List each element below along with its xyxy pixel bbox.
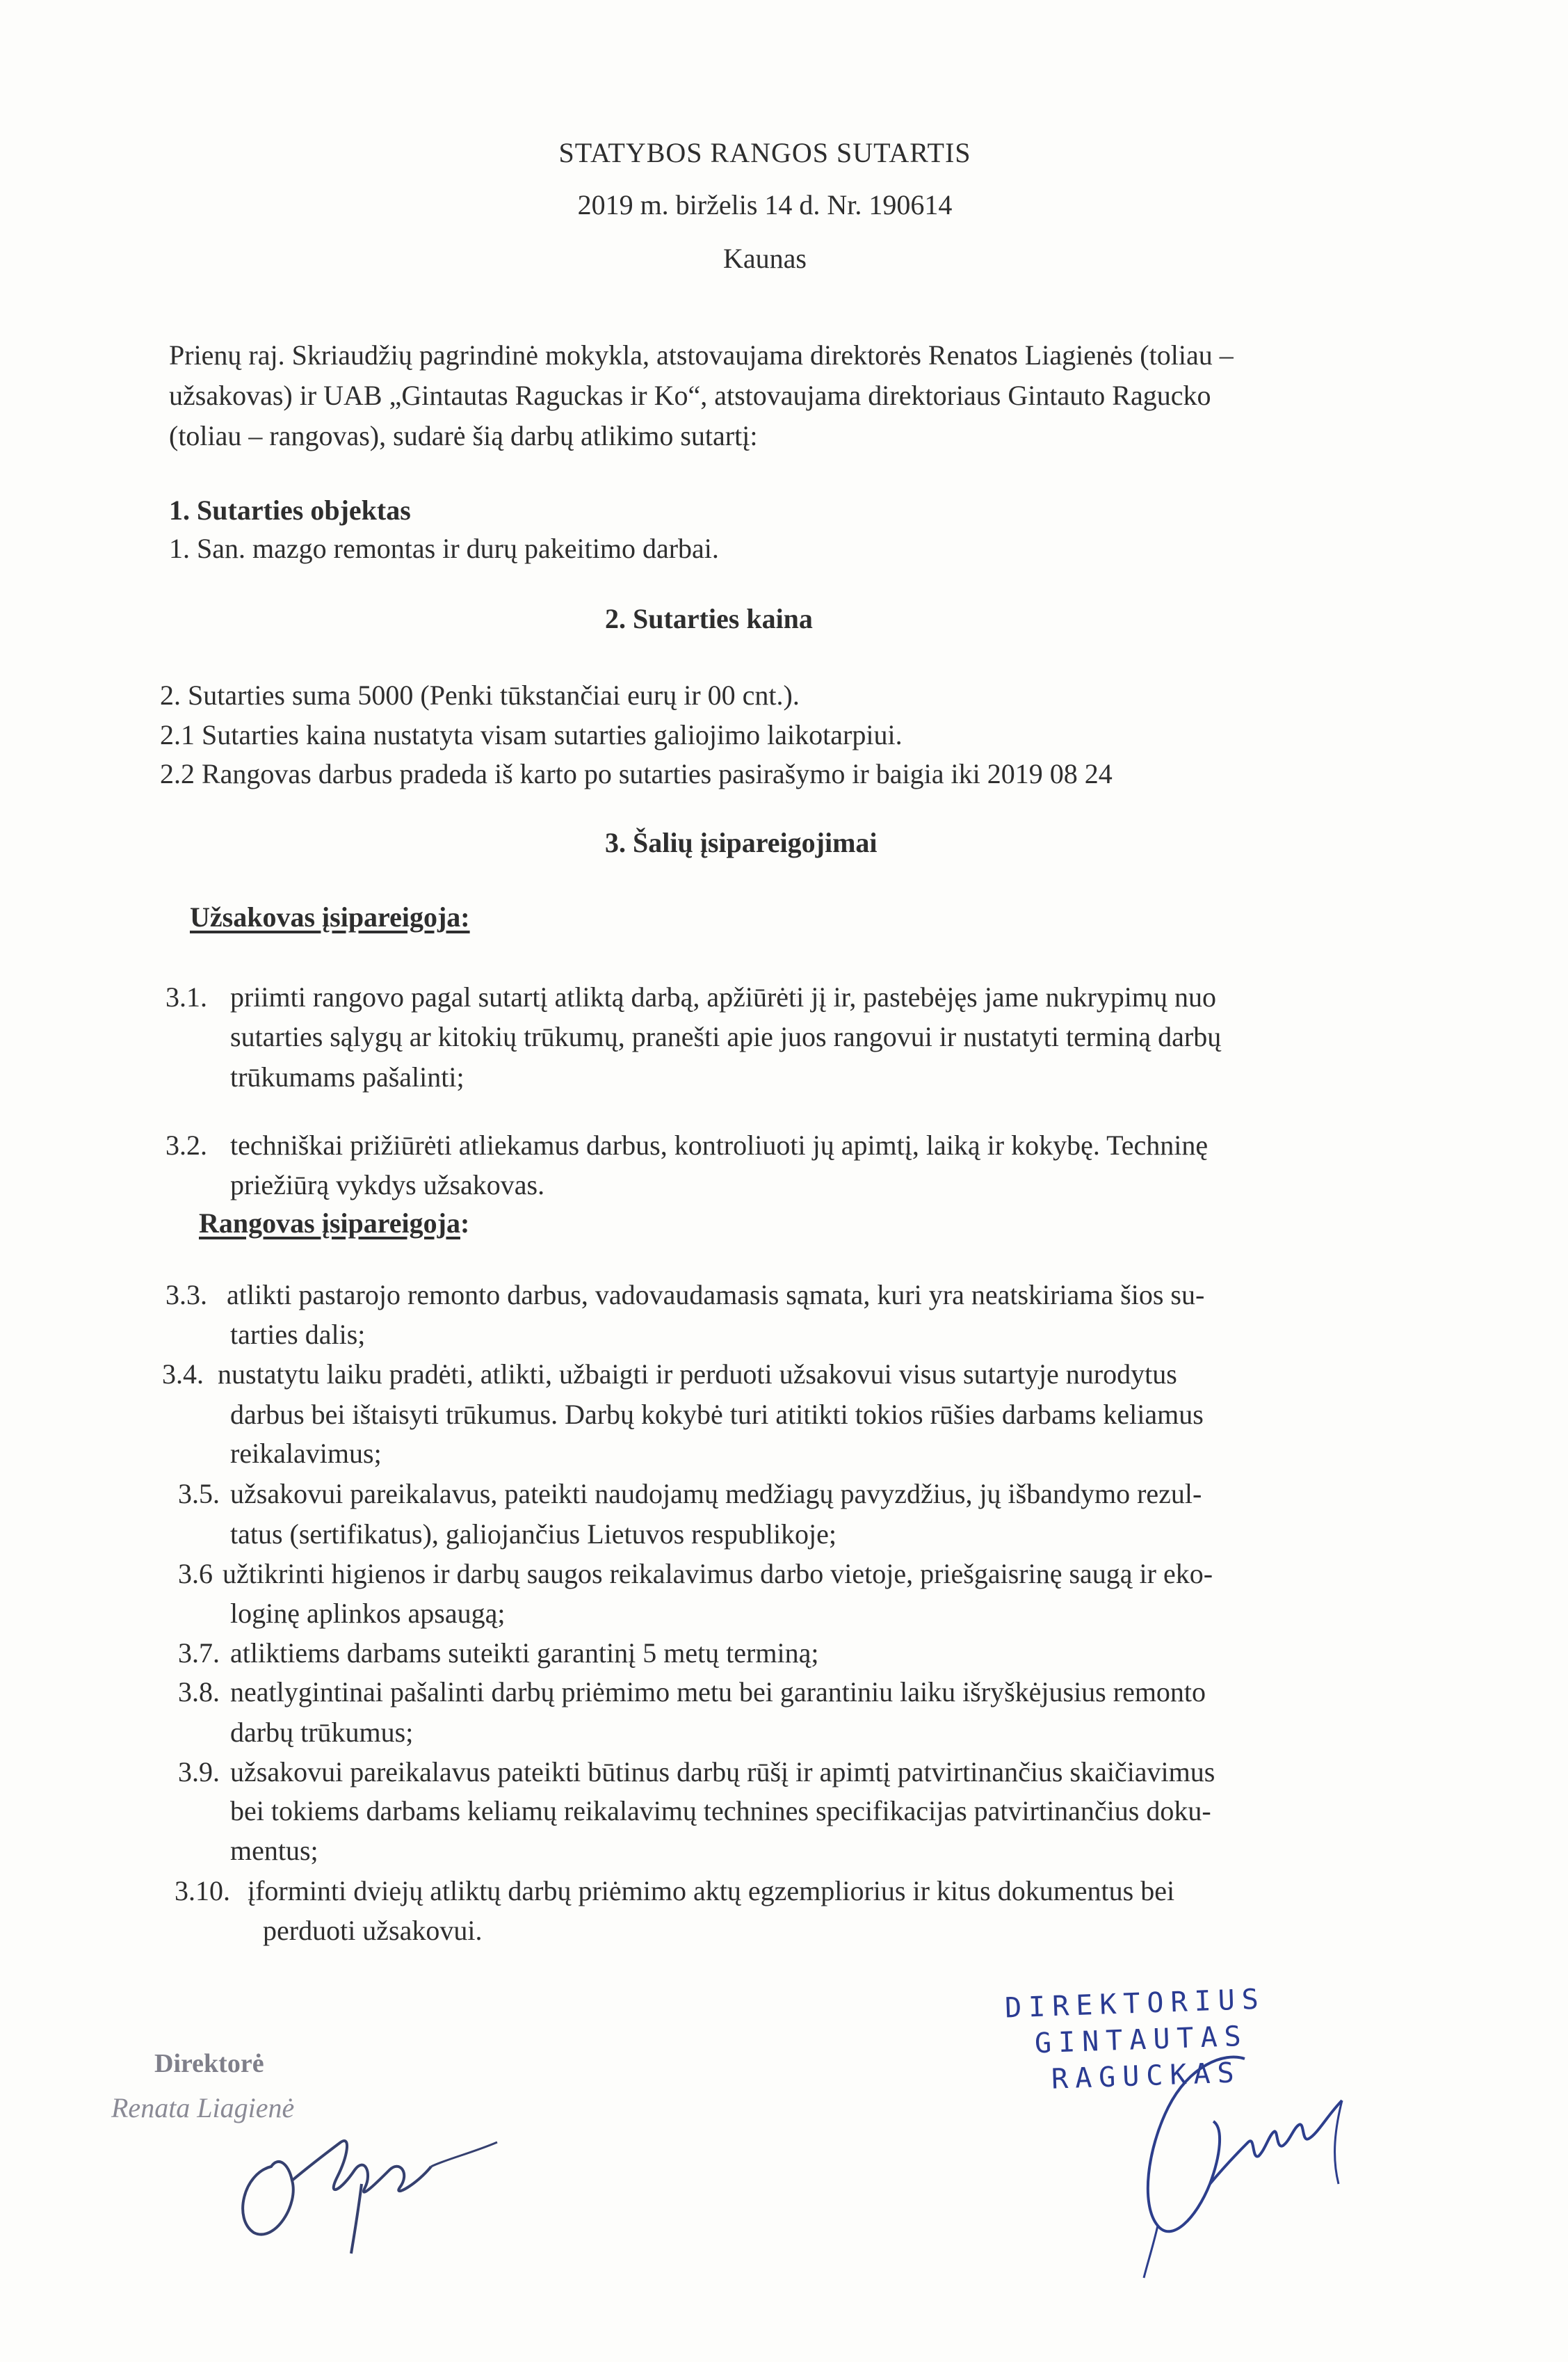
intro-line-1: Prienų raj. Skriaudžių pagrindinė mokykla, atstovaujama direktorės Renatos Liagienės (toliau – (169, 339, 1234, 371)
item-3-7-number: 3.7. (178, 1637, 220, 1669)
item-3-8-line-2: darbų trūkumus; (230, 1717, 414, 1748)
item-3-10-line-1: įforminti dviejų atliktų darbų priėmimo aktų egzempliorius ir kitus dokumentus bei (248, 1875, 1175, 1906)
item-3-6-line-1: užtikrinti higienos ir darbų saugos reikalavimus darbo vietoje, priešgaisrinę saugą ir eko- (223, 1558, 1213, 1589)
item-3-4-line-3: reikalavimus; (230, 1438, 382, 1469)
item-3-9-line-3: mentus; (230, 1835, 318, 1866)
item-3-6-line-2: loginę aplinkos apsaugą; (230, 1598, 506, 1629)
item-3-1-line-3: trūkumams pašalinti; (230, 1061, 464, 1093)
item-3-5-line-1: užsakovui pareikalavus, pateikti naudojamų medžiagų pavyzdžius, jų išbandymo rezul- (230, 1478, 1202, 1509)
item-3-2-line-1: techniškai prižiūrėti atliekamus darbus, kontroliuoti jų apimtį, laiką ir kokybę. Techninę (230, 1130, 1209, 1161)
intro-line-2: užsakovas) ir UAB „Gintautas Raguckas ir Ko“, atstovaujama direktoriaus Gintauto Ragucko (169, 380, 1211, 411)
stamp-line-3: RAGUCKAS (1051, 2057, 1242, 2096)
item-3-4-line-1: nustatytu laiku pradėti, atlikti, užbaigti ir perduoti užsakovui visus sutartyje nurodytus (218, 1358, 1177, 1390)
item-3-7-line-1: atliktiems darbams suteikti garantinį 5 metų terminą; (230, 1637, 819, 1669)
contractor-heading-text: Rangovas įsipareigoja (199, 1207, 460, 1239)
document-title: STATYBOS RANGOS SUTARTIS (558, 137, 971, 168)
item-3-9-line-1: užsakovui pareikalavus pateikti būtinus darbų rūšį ir apimtį patvirtinančius skaičiavimus (230, 1756, 1215, 1787)
item-3-3-number: 3.3. (165, 1279, 207, 1310)
intro-line-3: (toliau – rangovas), sudarė šią darbų atlikimo sutartį: (169, 420, 758, 451)
section-2-item-2-2: 2.2 Rangovas darbus pradeda iš karto po sutarties pasirašymo ir baigia iki 2019 08 24 (160, 758, 1113, 789)
stamp-line-2: GINTAUTAS (1034, 2020, 1249, 2060)
contractor-obligations-heading (199, 1207, 470, 1239)
item-3-10-line-2: perduoti užsakovui. (263, 1915, 483, 1946)
stamp-line-1: DIREKTORIUS (1004, 1983, 1266, 2025)
left-signatory-title: Direktorė (154, 2049, 264, 2078)
item-3-10-number: 3.10. (175, 1875, 230, 1906)
item-3-5-line-2: tatus (sertifikatus), galiojančius Lietuvos respublikoje; (230, 1518, 837, 1550)
section-1-item: 1. San. mazgo remontas ir durų pakeitimo darbai. (169, 533, 719, 564)
item-3-4-number: 3.4. (162, 1358, 204, 1390)
customer-obligations-heading: Užsakovas įsipareigoja: (190, 901, 470, 933)
item-3-8-line-1: neatlygintinai pašalinti darbų priėmimo metu bei garantiniu laiku išryškėjusius remonto (230, 1676, 1206, 1708)
left-signature (223, 2114, 515, 2260)
item-3-3-line-2: tarties dalis; (230, 1319, 366, 1350)
item-3-5-number: 3.5. (178, 1478, 220, 1509)
item-3-3-line-1: atlikti pastarojo remonto darbus, vadovaudamasis sąmata, kuri yra neatskiriama šios su- (227, 1279, 1205, 1310)
document-date-number: 2019 m. birželis 14 d. Nr. 190614 (577, 189, 953, 220)
item-3-9-line-2: bei tokiems darbams keliamų reikalavimų technines specifikacijas patvirtinančius doku- (230, 1795, 1211, 1826)
item-3-2-number: 3.2. (165, 1130, 207, 1161)
item-3-1-number: 3.1. (165, 981, 207, 1013)
right-signature (1092, 2045, 1384, 2281)
left-signatory-name: Renata Liagienė (111, 2092, 295, 2123)
section-3-heading: 3. Šalių įsipareigojimai (605, 827, 878, 858)
section-1-heading: 1. Sutarties objektas (169, 495, 411, 526)
item-3-4-line-2: darbus bei ištaisyti trūkumus. Darbų kokybė turi atitikti tokios rūšies darbams keliamus (230, 1399, 1204, 1430)
section-2-item-2-1: 2.1 Sutarties kaina nustatyta visam sutarties galiojimo laikotarpiui. (160, 719, 903, 750)
item-3-1-line-1: priimti rangovo pagal sutartį atliktą darbą, apžiūrėti jį ir, pastebėjęs jame nukrypimų nuo (230, 981, 1216, 1013)
contractor-heading-colon: : (460, 1207, 470, 1239)
item-3-6-number: 3.6 (178, 1558, 213, 1589)
item-3-1-line-2: sutarties sąlygų ar kitokių trūkumų, pranešti apie juos rangovui ir nustatyti terminą darbų (230, 1021, 1222, 1052)
document-city: Kaunas (723, 243, 807, 274)
item-3-9-number: 3.9. (178, 1756, 220, 1787)
section-2-item-2: 2. Sutarties suma 5000 (Penki tūkstančiai eurų ir 00 cnt.). (160, 680, 800, 711)
item-3-2-line-2: priežiūrą vykdys užsakovas. (230, 1169, 545, 1200)
item-3-8-number: 3.8. (178, 1676, 220, 1708)
section-2-heading: 2. Sutarties kaina (605, 603, 813, 634)
